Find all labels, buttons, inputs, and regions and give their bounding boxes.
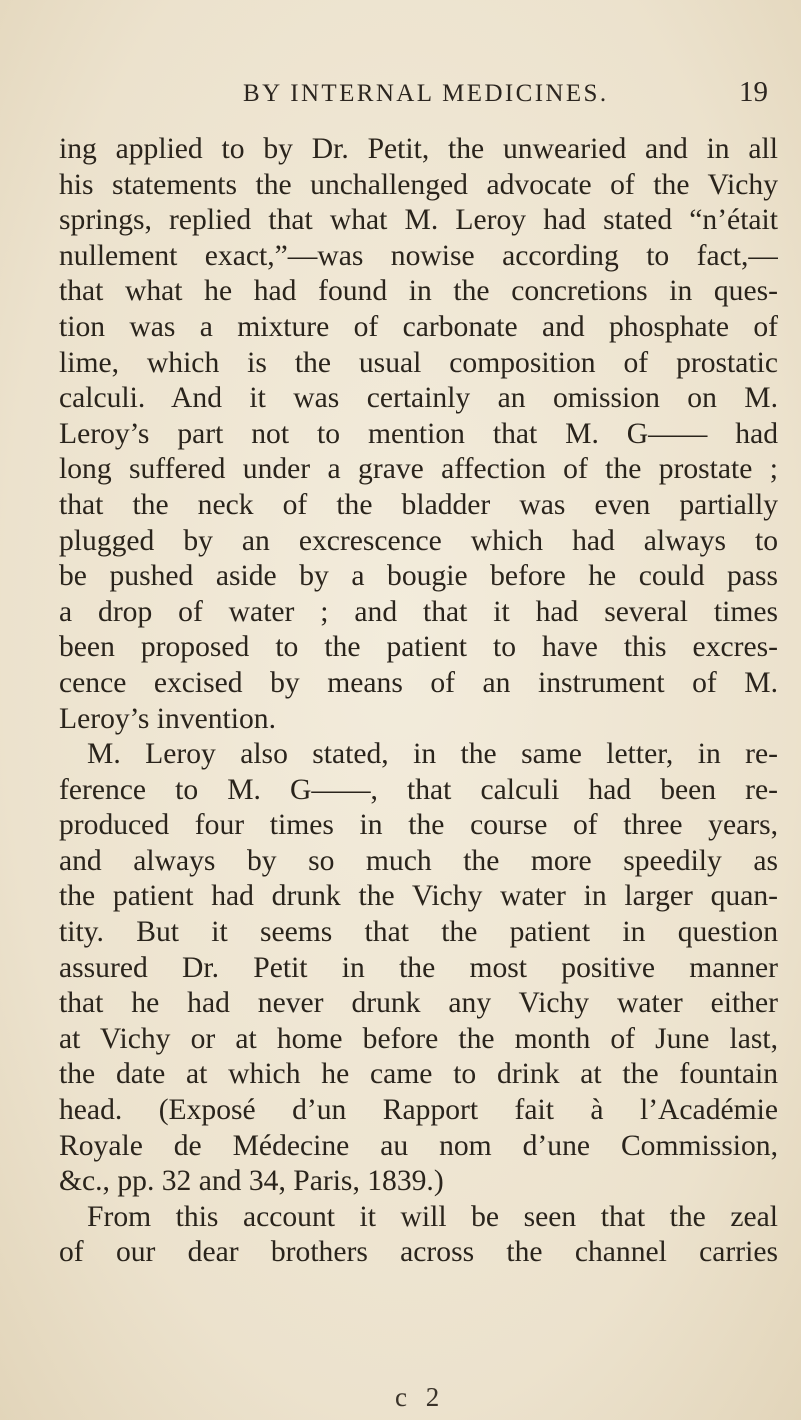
text-line: lime, which is the usual composition of prostatic <box>59 346 778 379</box>
paragraph-end-line: &c., pp. 32 and 34, Paris, 1839.) <box>59 1165 444 1198</box>
page-header <box>0 76 801 116</box>
text-line: ference to M. G——, that calculi had been re- <box>59 773 778 806</box>
text-line: been proposed to the patient to have this excres- <box>59 631 778 664</box>
text-line: and always by so much the more speedily as <box>59 844 778 877</box>
text-line: head. (Exposé d’un Rapport fait à l’Académie <box>59 1094 778 1127</box>
text-line: nullement exact,”—was nowise according to fact,— <box>59 239 778 272</box>
text-line: tion was a mixture of carbonate and phosphate of <box>59 310 778 343</box>
text-line: plugged by an excrescence which had always to <box>59 524 778 557</box>
running-head: BY INTERNAL MEDICINES. <box>243 80 609 107</box>
text-line: produced four times in the course of three years, <box>59 809 778 842</box>
text-line: ing applied to by Dr. Petit, the unwearied and in all <box>59 133 778 165</box>
text-line: long suffered under a grave affection of the prostate ; <box>59 453 778 486</box>
paragraph-start-line: M. Leroy also stated, in the same letter, in re- <box>87 738 778 771</box>
text-line: at Vichy or at home before the month of June last, <box>59 1022 778 1055</box>
text-line: that he had never drunk any Vichy water either <box>59 987 778 1020</box>
text-line: that the neck of the bladder was even partially <box>59 488 778 521</box>
text-line: springs, replied that what M. Leroy had stated “n’était <box>59 204 778 237</box>
text-line: tity. But it seems that the patient in question <box>59 916 778 949</box>
body-text <box>59 132 778 1271</box>
text-line: the date at which he came to drink at the fountain <box>59 1058 778 1091</box>
text-line: assured Dr. Petit in the most positive manner <box>59 951 778 984</box>
text-line: Royale de Médecine au nom d’une Commission, <box>59 1129 778 1162</box>
paragraph-end-line: Leroy’s invention. <box>59 702 276 735</box>
signature-mark: c 2 <box>395 1382 446 1412</box>
text-line: Leroy’s part not to mention that M. G—— had <box>59 417 778 450</box>
text-line: that what he had found in the concretions in ques- <box>59 275 778 308</box>
page-number: 19 <box>739 76 768 108</box>
text-line: a drop of water ; and that it had several times <box>59 595 778 628</box>
paragraph-start-line: From this account it will be seen that the zeal <box>87 1200 778 1233</box>
text-line: his statements the unchallenged advocate of the Vichy <box>59 168 778 201</box>
text-line: be pushed aside by a bougie before he could pass <box>59 560 778 593</box>
text-line: the patient had drunk the Vichy water in larger quan- <box>59 880 778 913</box>
text-line: cence excised by means of an instrument of M. <box>59 666 778 699</box>
text-line: of our dear brothers across the channel carries <box>59 1236 778 1269</box>
text-line: calculi. And it was certainly an omission on M. <box>59 382 778 415</box>
